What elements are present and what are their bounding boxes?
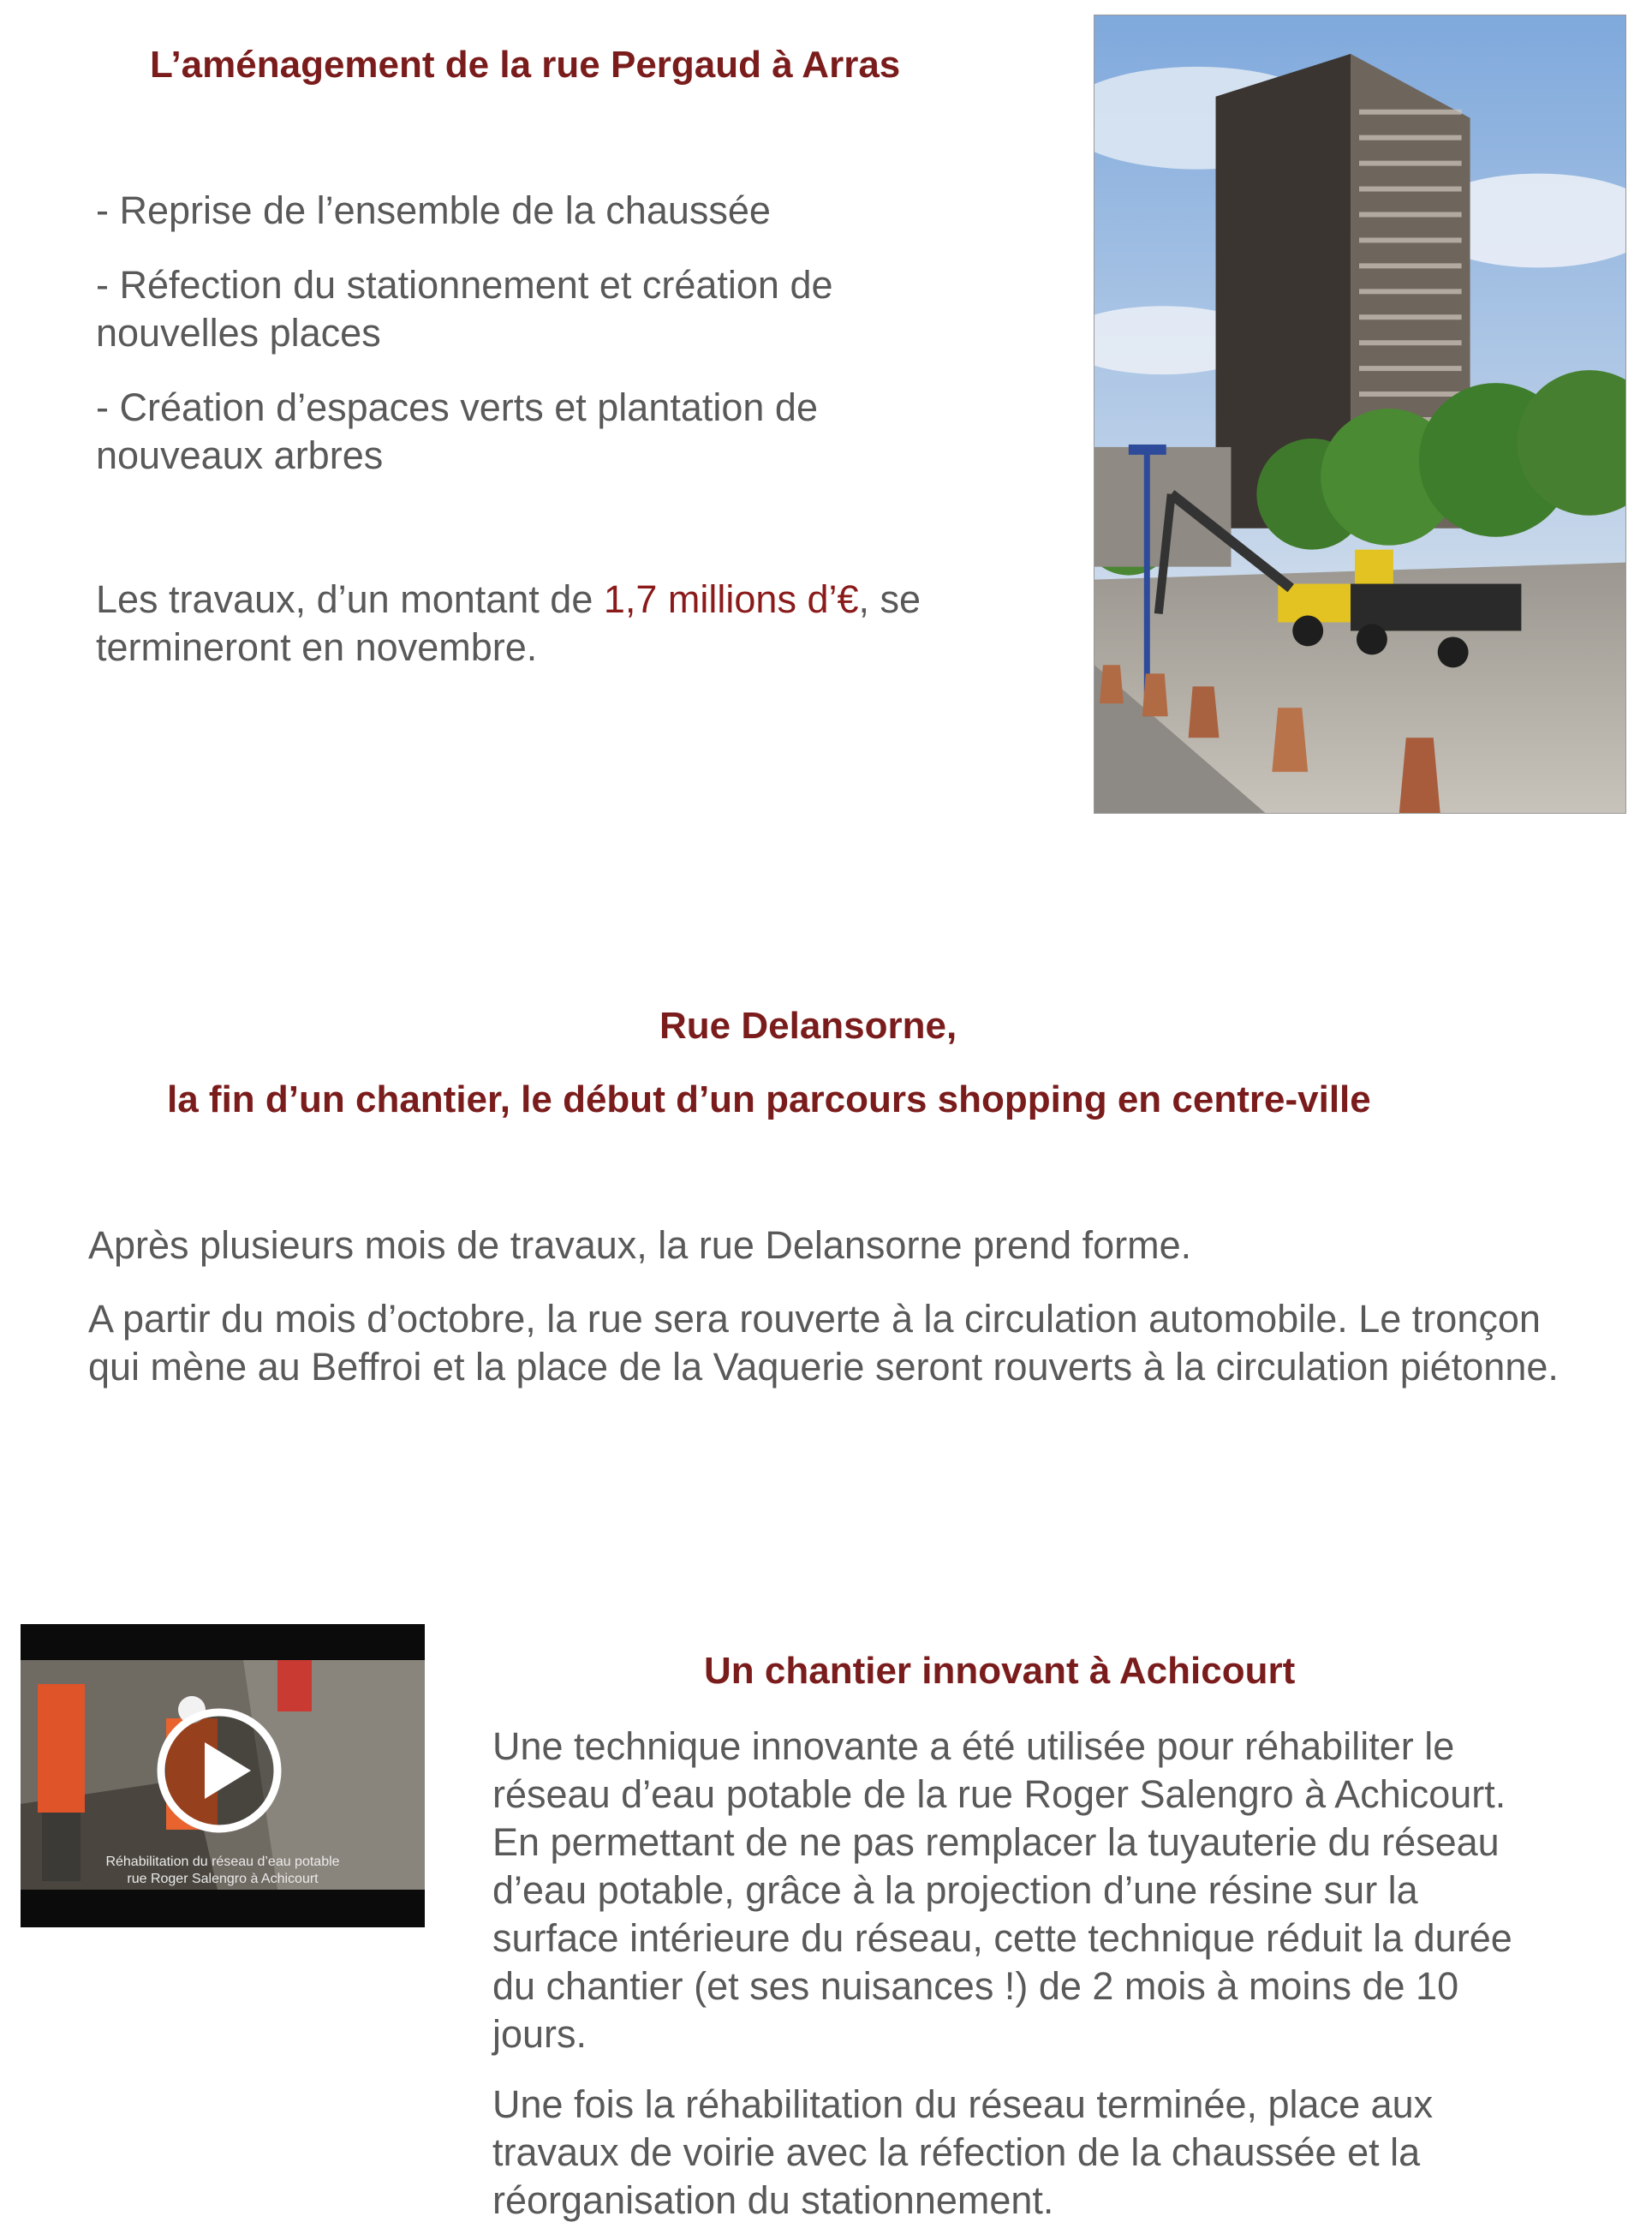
bullet-3: - Création d’espaces verts et plantation de nouveaux arbres — [96, 385, 818, 477]
section2-title-line1: Rue Delansorne, — [659, 1005, 957, 1047]
section1-title: L’aménagement de la rue Pergaud à Arras — [150, 44, 901, 86]
section2-para2: A partir du mois d’octobre, la rue sera rouverte à la circulation automobile. Le tronçon qui mène au Beffroi et la place de la Vaquerie seront rouverts à la circulation piétonne. — [88, 1297, 1559, 1389]
budget-text — [96, 576, 1021, 672]
tower-construction-photo — [1094, 15, 1626, 814]
video-caption-line2: rue Roger Salengro à Achicourt — [127, 1872, 319, 1886]
section3-para2: Une fois la réhabilitation du réseau terminée, place aux travaux de voirie avec la réfection de la chaussée et la réorganisation du stationnement. — [492, 2082, 1434, 2222]
section3-para1: Une technique innovante a été utilisée pour réhabiliter le réseau d’eau potable de la rue Roger Salengro à Achicourt. En permettant de ne pas remplacer la tuyauterie du réseau d’eau potable, grâce à la projection d’une résine sur la surface intérieure du réseau, cette technique réduit la durée du chantier (et ses nuisances !) de 2 mois à moins de 10 jours. — [492, 1724, 1512, 2056]
bullet-2: - Réfection du stationnement et création de nouvelles places — [96, 263, 833, 355]
budget-amount: 1,7 millions d’€ — [603, 577, 859, 621]
play-icon[interactable] — [155, 1706, 283, 1835]
section2-para1: Après plusieurs mois de travaux, la rue Delansorne prend forme. — [88, 1223, 1192, 1267]
video-caption-line1: Réhabilitation du réseau d’eau potable — [105, 1855, 340, 1869]
budget-suffix: , se termineront en novembre. — [96, 577, 921, 669]
bullet-1: - Reprise de l’ensemble de la chaussée — [96, 188, 771, 232]
video-thumbnail[interactable] — [21, 1624, 425, 1927]
section2-title-line2: la fin d’un chantier, le début d’un parcours shopping en centre-ville — [167, 1078, 1371, 1120]
section3-title: Un chantier innovant à Achicourt — [704, 1650, 1296, 1692]
budget-prefix: Les travaux, d’un montant de — [96, 577, 604, 621]
